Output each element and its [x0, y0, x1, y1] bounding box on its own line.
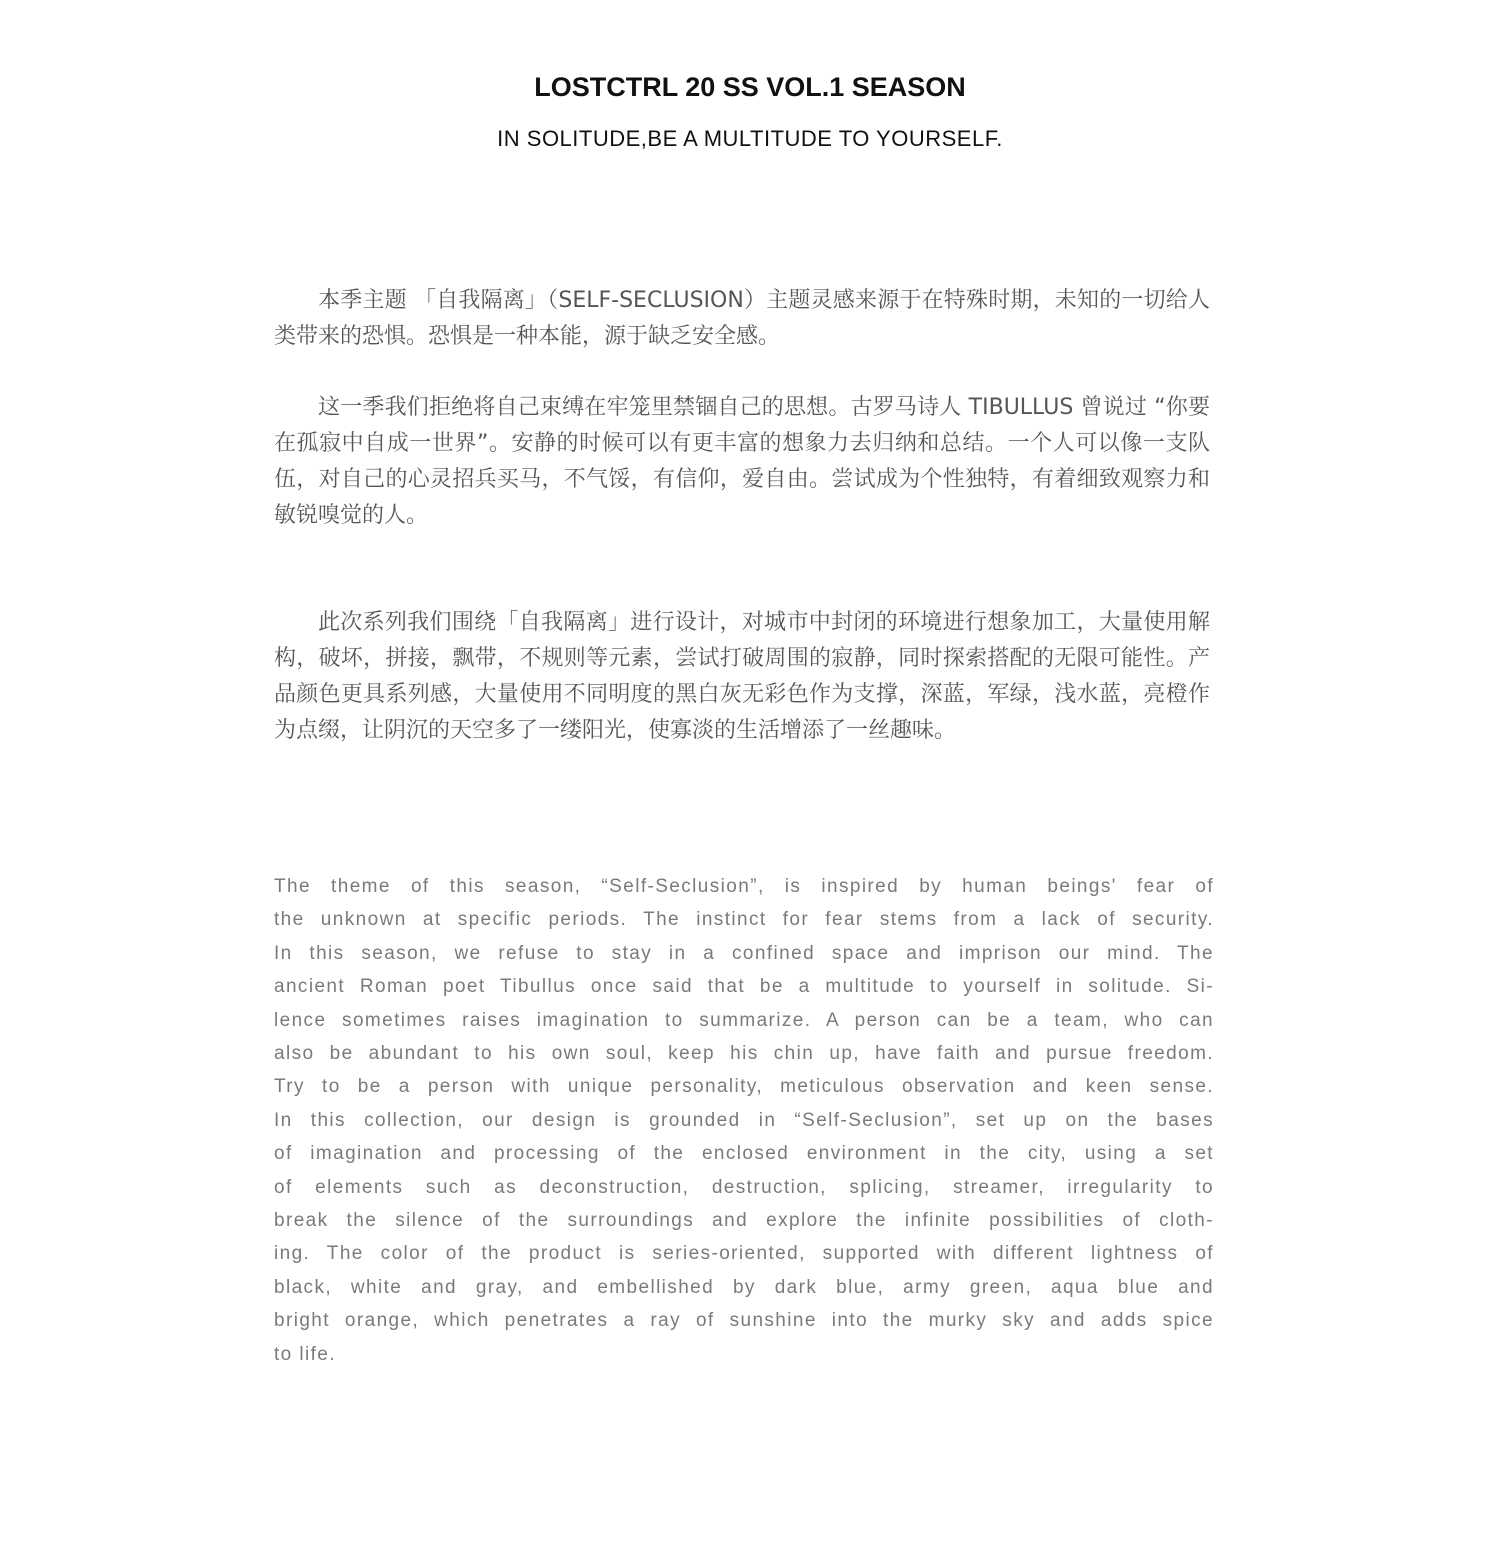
chinese-paragraph-season: 这一季我们拒绝将自己束缚在牢笼里禁锢自己的思想。古罗马诗人 TIBULLUS 曾说过 “你要在孤寂中自成一世界”。安静的时候可以有更丰富的想象力去归纳和总结。一个人可以像一支队伍，对自己的心灵招兵买马，不气馁，有信仰，爱自由。尝试成为个性独特，有着细致观察力和敏锐嗅觉的人。 [274, 395, 1210, 528]
chinese-paragraph-collection: 此次系列我们围绕「自我隔离」进行设计，对城市中封闭的环境进行想象加工，大量使用解构，破坏，拼接，飘带，不规则等元素，尝试打破周围的寂静，同时探索搭配的无限可能性。产品颜色更具系列感，大量使用不同明度的黑白灰无彩色作为支撑，深蓝，军绿，浅水蓝，亮橙作为点缀，让阴沉的天空多了一缕阳光，使寡淡的生活增添了一丝趣味。 [274, 610, 1210, 743]
chinese-paragraph-theme: 本季主题 「自我隔离」（SELF-SECLUSION）主题灵感来源于在特殊时期，未知的一切给人类带来的恐惧。恐惧是一种本能，源于缺乏安全感。 [274, 288, 1210, 349]
english-line: Try to be a person with unique personality, meticulous observation and keen sense. [274, 1076, 1214, 1098]
english-line: to life. [274, 1343, 336, 1365]
collection-subtitle: IN SOLITUDE,BE A MULTITUDE TO YOURSELF. [497, 126, 1003, 151]
collection-title: LOSTCTRL 20 SS VOL.1 SEASON [534, 72, 966, 102]
english-line: ing. The color of the product is series-oriented, supported with different lightness of [274, 1243, 1214, 1265]
english-line: of elements such as deconstruction, destruction, splicing, streamer, irregularity to [274, 1176, 1214, 1198]
english-line: bright orange, which penetrates a ray of sunshine into the murky sky and adds spice [274, 1310, 1214, 1332]
english-line: lence sometimes raises imagination to summarize. A person can be a team, who can [274, 1009, 1214, 1031]
english-text-block [274, 870, 1214, 1371]
english-line: break the silence of the surroundings and explore the infinite possibilities of cloth- [274, 1210, 1214, 1232]
english-line: The theme of this season, “Self-Seclusion”, is inspired by human beings' fear of [274, 876, 1214, 897]
english-line: In this collection, our design is grounded in “Self-Seclusion”, set up on the bases [274, 1109, 1214, 1131]
english-line: black, white and gray, and embellished by dark blue, army green, aqua blue and [274, 1276, 1214, 1298]
english-line: the unknown at specific periods. The instinct for fear stems from a lack of security. [274, 909, 1214, 931]
english-line: In this season, we refuse to stay in a confined space and imprison our mind. The [274, 942, 1214, 964]
english-line: of imagination and processing of the enclosed environment in the city, using a set [274, 1143, 1214, 1165]
english-line: also be abundant to his own soul, keep his chin up, have faith and pursue freedom. [274, 1043, 1214, 1065]
english-line: ancient Roman poet Tibullus once said that be a multitude to yourself in solitude. Si- [274, 976, 1214, 998]
